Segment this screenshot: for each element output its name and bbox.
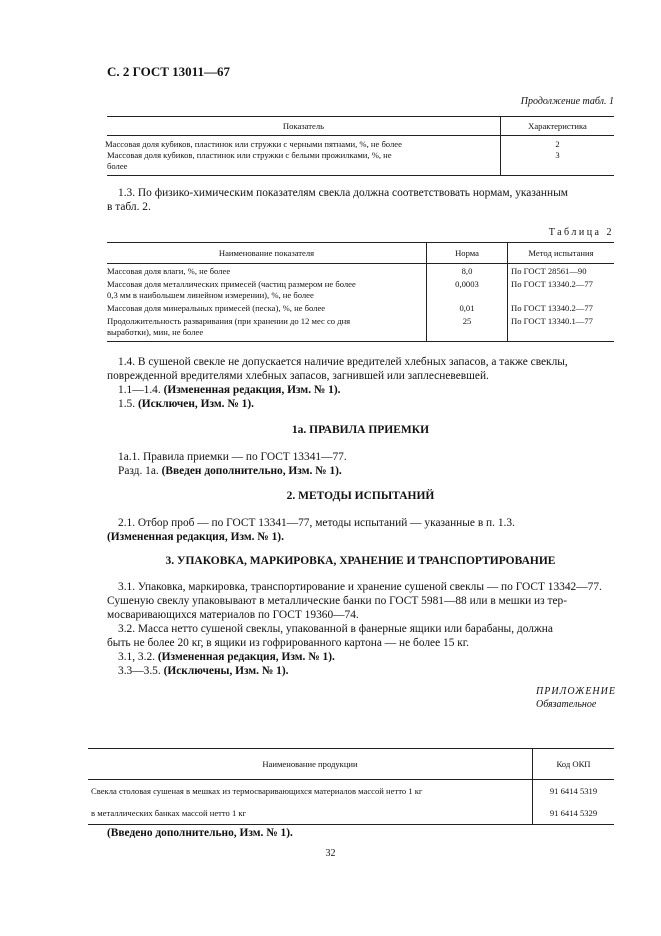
section-title-3: 3. УПАКОВКА, МАРКИРОВКА, ХРАНЕНИЕ И ТРАНСПОРТИРОВАНИЕ bbox=[165, 555, 556, 567]
section-title-1a: 1а. ПРАВИЛА ПРИЕМКИ bbox=[291, 424, 430, 436]
table1-row2-name: Массовая доля кубиков, пластинок или стружки с белыми прожилками, %, не bbox=[107, 150, 392, 160]
appendix-label bbox=[536, 686, 614, 710]
table2-row4-name: Продолжительность разваривания (при хранении до 12 мес со дня bbox=[107, 316, 351, 326]
appendix-subtitle: Обязательное bbox=[536, 699, 597, 710]
table1-row2-name-cont: более bbox=[107, 161, 128, 171]
table2-row1-method: По ГОСТ 28561—90 bbox=[511, 266, 587, 276]
amendment-note-3: Разд. 1а. (Введен дополнительно, Изм. № 1). bbox=[118, 465, 342, 477]
table2-header-norm: Норма bbox=[427, 243, 508, 264]
paragraph-3-2: 3.2. Масса нетто сушеной свеклы, упакованной в фанерные ящики или барабаны, должна bbox=[118, 623, 553, 635]
table2-header-method: Метод испытания bbox=[508, 243, 615, 264]
table2-row3-method: По ГОСТ 13340.2—77 bbox=[511, 303, 593, 313]
page-number: 32 bbox=[325, 848, 336, 859]
table-row bbox=[107, 136, 614, 151]
paragraph-3-1: 3.1. Упаковка, маркировка, транспортирование и хранение сушеной свеклы — по ГОСТ 13342—77. bbox=[118, 581, 602, 593]
amendment-note-1: 1.1—1.4. (Измененная редакция, Изм. № 1). bbox=[118, 384, 341, 396]
paragraph-2-1: 2.1. Отбор проб — по ГОСТ 13341—77, методы испытаний — указанные в п. 1.3. bbox=[118, 517, 515, 529]
table3 bbox=[88, 748, 614, 825]
paragraph-1a-1: 1а.1. Правила приемки — по ГОСТ 13341—77. bbox=[118, 451, 347, 463]
table2-row4-method: По ГОСТ 13340.1—77 bbox=[508, 314, 615, 342]
table2-row2-norm: 0,0003 bbox=[427, 277, 508, 301]
paragraph-3-2-b: быть не более 20 кг, в ящики из гофрированного картона — не более 15 кг. bbox=[107, 637, 470, 649]
amendment-note-4: (Измененная редакция, Изм. № 1). bbox=[107, 531, 284, 543]
table2-row4-norm: 25 bbox=[427, 314, 508, 342]
table2 bbox=[107, 242, 614, 342]
table2-row2-method: По ГОСТ 13340.2—77 bbox=[511, 279, 593, 289]
paragraph-1-3-cont: в табл. 2. bbox=[107, 201, 151, 213]
table2-row3-name: Массовая доля минеральных примесей (песка), %, не более bbox=[107, 303, 326, 313]
table2-row1-norm: 8,0 bbox=[427, 264, 508, 278]
paragraph-3-1-c: мосваривающихся материалов по ГОСТ 19360—74. bbox=[107, 609, 359, 621]
table2-row1-name: Массовая доля влаги, %, не более bbox=[107, 266, 231, 276]
table2-row3-norm: 0,01 bbox=[427, 301, 508, 314]
paragraph-1-4: 1.4. В сушеной свекле не допускается наличие вредителей хлебных запасов, а также свеклы, bbox=[118, 356, 568, 368]
table-row bbox=[107, 277, 614, 301]
page-header: С. 2 ГОСТ 13011—67 bbox=[107, 64, 230, 79]
table1 bbox=[107, 116, 614, 176]
table2-row2-name-cont: 0,3 мм в наибольшем линейном измерении), %, не более bbox=[107, 290, 314, 300]
table3-row1-name: Свекла столовая сушеная в мешках из термосваривающихся материалов массой нетто 1 кг bbox=[88, 780, 533, 803]
amendment-note-5: 3.1, 3.2. (Измененная редакция, Изм. № 1). bbox=[118, 651, 335, 663]
paragraph-3-1-b: Сушеную свеклу упаковывают в металлические банки по ГОСТ 5981—88 или в мешки из тер- bbox=[107, 595, 568, 607]
table2-row2-name: Массовая доля металлических примесей (частиц размером не более bbox=[107, 279, 356, 289]
amendment-note-2: 1.5. (Исключен, Изм. № 1). bbox=[118, 398, 254, 410]
table2-row4-name-cont: выработки), мин, не более bbox=[107, 327, 204, 337]
table1-continuation-label: Продолжение табл. 1 bbox=[520, 96, 614, 107]
amendment-note-6: 3.3—3.5. (Исключены, Изм. № 1). bbox=[118, 665, 289, 677]
table1-row2-value: 3 bbox=[501, 150, 615, 176]
table-row bbox=[107, 301, 614, 314]
table3-row2-code: 91 6414 5329 bbox=[533, 802, 615, 825]
section-title-2: 2. МЕТОДЫ ИСПЫТАНИЙ bbox=[286, 490, 435, 502]
table-row bbox=[107, 264, 614, 278]
table1-row1-value: 2 bbox=[555, 139, 560, 149]
paragraph-1-4-cont: поврежденной вредителями хлебных запасов, загнившей или заплесневевшей. bbox=[107, 370, 489, 382]
table2-header-name: Наименование показателя bbox=[107, 243, 427, 264]
table1-header-characteristic: Характеристика bbox=[501, 117, 615, 136]
paragraph-1-3: 1.3. По физико-химическим показателям свекла должна соответствовать нормам, указанным bbox=[118, 187, 568, 199]
amendment-note-7: (Введено дополнительно, Изм. № 1). bbox=[107, 827, 293, 839]
table3-header-code: Код ОКП bbox=[533, 749, 615, 780]
table-row bbox=[88, 780, 614, 803]
table-row bbox=[107, 150, 614, 176]
table1-row1-name: Массовая доля кубиков, пластинок или стружки с черными пятнами, %, не более bbox=[105, 139, 402, 149]
table3-header-product: Наименование продукции bbox=[88, 749, 533, 780]
table1-header-indicator: Показатель bbox=[107, 117, 501, 136]
table3-row2-name: в металлических банках массой нетто 1 кг bbox=[88, 802, 533, 825]
table2-caption: Таблица 2 bbox=[548, 227, 614, 238]
table3-row1-code: 91 6414 5319 bbox=[549, 786, 598, 796]
table-row bbox=[107, 314, 614, 342]
appendix-title: ПРИЛОЖЕНИЕ bbox=[536, 686, 616, 697]
table-row bbox=[88, 802, 614, 825]
